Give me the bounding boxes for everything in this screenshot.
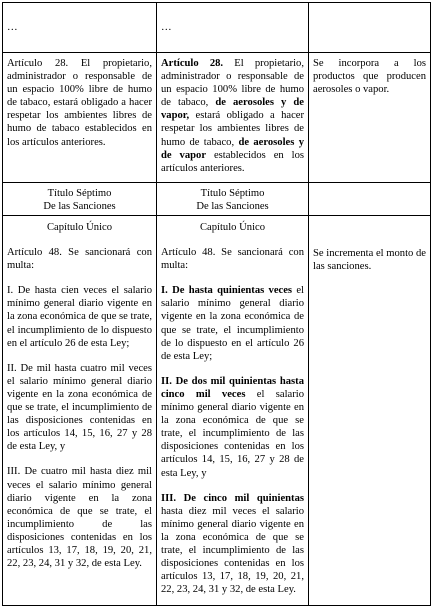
article-48-comment: Se incrementa el monto de las sanciones. <box>313 248 426 273</box>
article-28-addition-2: de aerosoles y de vapor <box>161 136 304 161</box>
title-current: Título Séptimo <box>47 188 112 199</box>
cell-current-ellipsis <box>3 3 157 53</box>
subtitle-proposed: De las Sanciones <box>196 201 269 213</box>
cell-proposed-article-28 <box>157 53 309 183</box>
cell-current-article-28 <box>3 53 157 183</box>
article-48-fraction-1-current: I. De hasta cien veces el salario mínimo general diario vigente en la zona económica de que se trate, el incumplimiento de lo dispuesto en el artículo 26 de esta Ley; <box>7 285 153 349</box>
article-28-proposed-text: Artículo 28. El propietario, administrador o responsable de un espacio 100% libre de humo de tabaco, de aerosoles y de vapor, estará obligado a hacer respetar los ambientes libres de humo de tabaco, de aerosoles y de vapor establecidos en los artículos anteriores. <box>161 58 304 174</box>
subtitle-current: De las Sanciones <box>43 201 116 213</box>
cell-proposed-article-48 <box>157 216 309 606</box>
cell-current-article-48 <box>3 216 157 606</box>
article-48-intro-current: Artículo 48. Se sancionará con multa: <box>7 247 152 272</box>
article-28-addition-1: de aerosoles y de vapor, <box>161 97 304 122</box>
table-row-ellipsis <box>3 3 431 53</box>
article-28-comment: Se incorpora a los productos que producen aerosoles o vapor. <box>313 58 426 96</box>
table-row-article-48 <box>3 216 431 606</box>
table-row-article-28 <box>3 53 431 183</box>
comparison-table <box>2 2 431 606</box>
article-28-current-text: Artículo 28. El propietario, administrador o responsable de un espacio 100% libre de humo de tabaco, estará obligado a hacer respetar los ambientes libres de humo de tabaco establecidos en los artículos anteriores. <box>7 58 152 148</box>
chapter-proposed: Capítulo Único <box>199 222 266 233</box>
article-48-fraction-2-proposed: II. De dos mil quinientas hasta cinco mil veces el salario mínimo general diario vigente en la zona económica de que se trate, el incumplimiento de las disposiciones contenidas en los artículos 14, 15, 16, 27 y 28 de esta Ley, y <box>161 375 304 479</box>
article-48-fraction-3-current: III. De cuatro mil hasta diez mil veces el salario mínimo general diario vigente en la zona económica de que se trate, el incumplimiento de las disposiciones contenidas en los artículos 13, 17, 18, 19, 20, 21, 22, 23, 24, 31 y 32, de esta Ley. <box>7 466 152 570</box>
ellipsis-proposed: … <box>161 22 172 33</box>
article-28-title: Artículo 28. <box>161 58 224 69</box>
article-48-fraction-2-current: II. De mil hasta cuatro mil veces el salario mínimo general diario vigente en la zona económica de que se trate, el incumplimiento de las disposiciones contenidas en los artículos 14, 15, 16, 27 y 28 de esta Ley, y <box>7 362 152 453</box>
title-proposed: Título Séptimo <box>200 188 265 199</box>
chapter-current: Capítulo Único <box>46 222 113 233</box>
article-48-fraction-3-proposed: III. De cinco mil quinientas hasta diez mil veces el salario mínimo general diario vigente en la zona económica de que se trate, el incumplimiento de las disposiciones contenidas en los artículos 13, 17, 18, 19, 20, 21, 22, 23, 24, 31 y 32, de esta Ley. <box>161 492 304 596</box>
table-row-title <box>3 183 431 216</box>
cell-proposed-title <box>157 183 309 216</box>
cell-comment-title <box>309 183 431 216</box>
cell-comment-ellipsis <box>309 3 431 53</box>
article-48-fraction-1-proposed: I. De hasta quinientas veces el salario mínimo general diario vigente en la zona económica de que se trate, el incumplimiento de lo dispuesto en el artículo 26 de esta Ley; <box>161 285 305 362</box>
cell-proposed-ellipsis <box>157 3 309 53</box>
cell-comment-article-28 <box>309 53 431 183</box>
cell-current-title <box>3 183 157 216</box>
cell-comment-article-48 <box>309 216 431 606</box>
article-48-intro-proposed: Artículo 48. Se sancionará con multa: <box>161 247 304 272</box>
ellipsis-current: … <box>7 22 18 33</box>
